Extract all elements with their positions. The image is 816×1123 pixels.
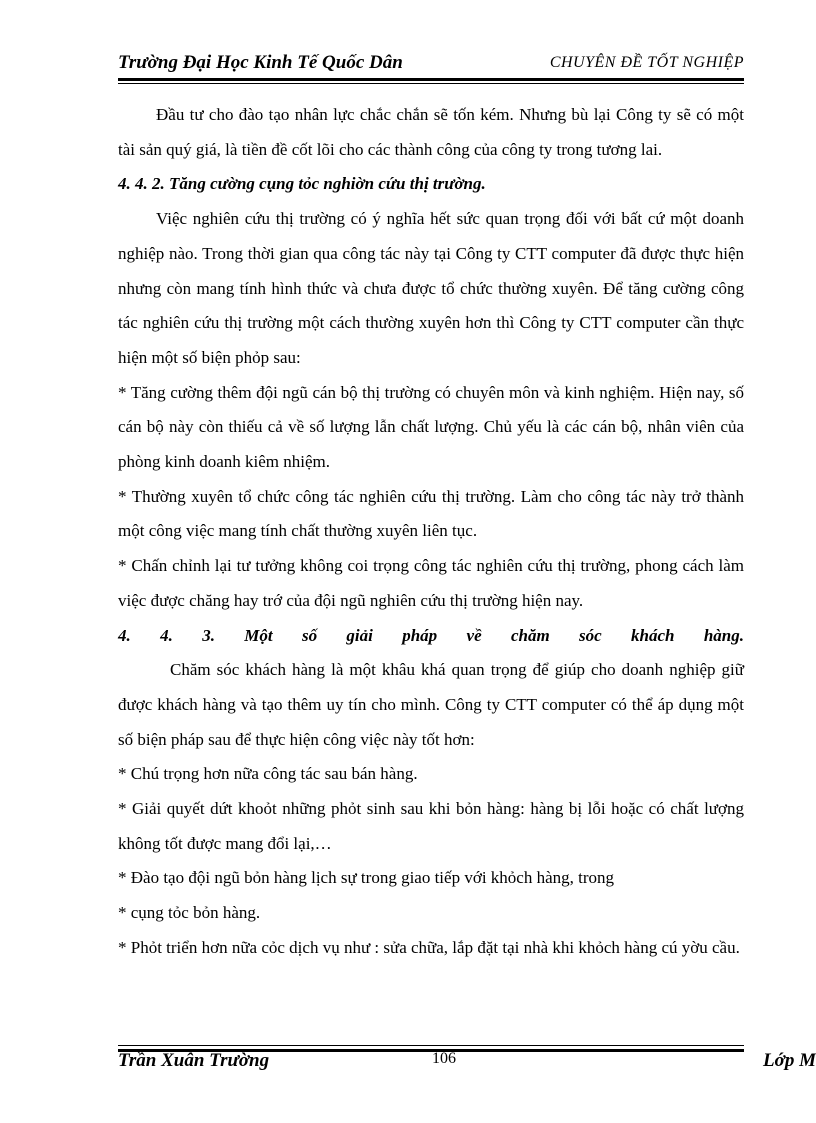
- page-footer: [118, 1050, 816, 1076]
- page-body: [118, 98, 744, 966]
- bullet-item: * Phỏt triển hơn nữa cỏc dịch vụ như : sửa chữa, lắp đặt tại nhà khi khỏch hàng cú yờu cầu.: [118, 937, 740, 957]
- bullet-item: * Tăng cường thêm đội ngũ cán bộ thị trường có chuyên môn và kinh nghiệm. Hiện nay, số cán bộ này còn thiếu cả về số lượng lẫn chất lượng. Chủ yếu là các cán bộ, nhân viên của phòng kinh doanh kiêm nhiệm.: [118, 382, 744, 472]
- document-topic: CHUYÊN ĐỀ TỐT NGHIỆP: [549, 54, 744, 71]
- school-name: Trường Đại Học Kinh Tế Quốc Dân: [118, 52, 403, 73]
- page-header: [118, 50, 744, 78]
- paragraph: Việc nghiên cứu thị trường có ý nghĩa hết sức quan trọng đối với bất cứ một doanh nghiệp nào. Trong thời gian qua công tác này tại Công ty CTT computer đã được thực hiện nhưng còn mang tính hình thức và chưa được tổ chức thường xuyên. Để tăng cường công tác nghiên cứu thị trường một cách thường xuyên hơn thì Công ty CTT computer cần thực hiện một số biện phỏp sau:: [118, 209, 744, 367]
- bullet-item: * Chấn chỉnh lại tư tưởng không coi trọng công tác nghiên cứu thị trường, phong cách làm việc được chăng hay trớ của đội ngũ nghiên cứu thị trường hiện nay.: [118, 556, 744, 610]
- author-name: Trần Xuân Trường: [118, 1050, 270, 1071]
- header-rule-thick: [118, 78, 744, 81]
- header-rule-thin: [118, 83, 744, 84]
- page-number: 106: [432, 1050, 456, 1067]
- paragraph: Đầu tư cho đào tạo nhân lực chắc chắn sẽ tốn kém. Nhưng bù lại Công ty sẽ có một tài sản quý giá, là tiền đề cốt lõi cho các thành công của công ty trong tương lai.: [118, 105, 744, 159]
- bullet-item: * Chú trọng hơn nữa công tác sau bán hàng.: [118, 764, 418, 784]
- bullet-item: * Giải quyết dứt khoỏt những phỏt sinh sau khi bỏn hàng: hàng bị lỗi hoặc có chất lượng không tốt được mang đổi lại,…: [118, 799, 744, 853]
- paragraph: Chăm sóc khách hàng là một khâu khá quan trọng để giúp cho doanh nghiệp giữ được khách hàng và tạo thêm uy tín cho mình. Công ty CTT computer có thể áp dụng một số biện pháp sau để thực hiện công việc này tốt hơn:: [118, 660, 744, 749]
- section-heading: 4. 4. 2. Tăng cường cụng tỏc nghiờn cứu thị trường.: [118, 174, 486, 194]
- bullet-item: * cụng tỏc bỏn hàng.: [118, 903, 261, 923]
- bullet-item: * Đào tạo đội ngũ bỏn hàng lịch sự trong giao tiếp với khỏch hàng, trong: [118, 868, 615, 888]
- section-heading: 4. 4. 3. Một số giải pháp về chăm sóc khách hàng.: [118, 625, 744, 645]
- class-label: Lớp M: [763, 1050, 816, 1071]
- footer-rule-thin: [118, 1045, 744, 1046]
- bullet-item: * Thường xuyên tổ chức công tác nghiên cứu thị trường. Làm cho công tác này trở thành một công việc mang tính chất thường xuyên liên tục.: [118, 486, 744, 541]
